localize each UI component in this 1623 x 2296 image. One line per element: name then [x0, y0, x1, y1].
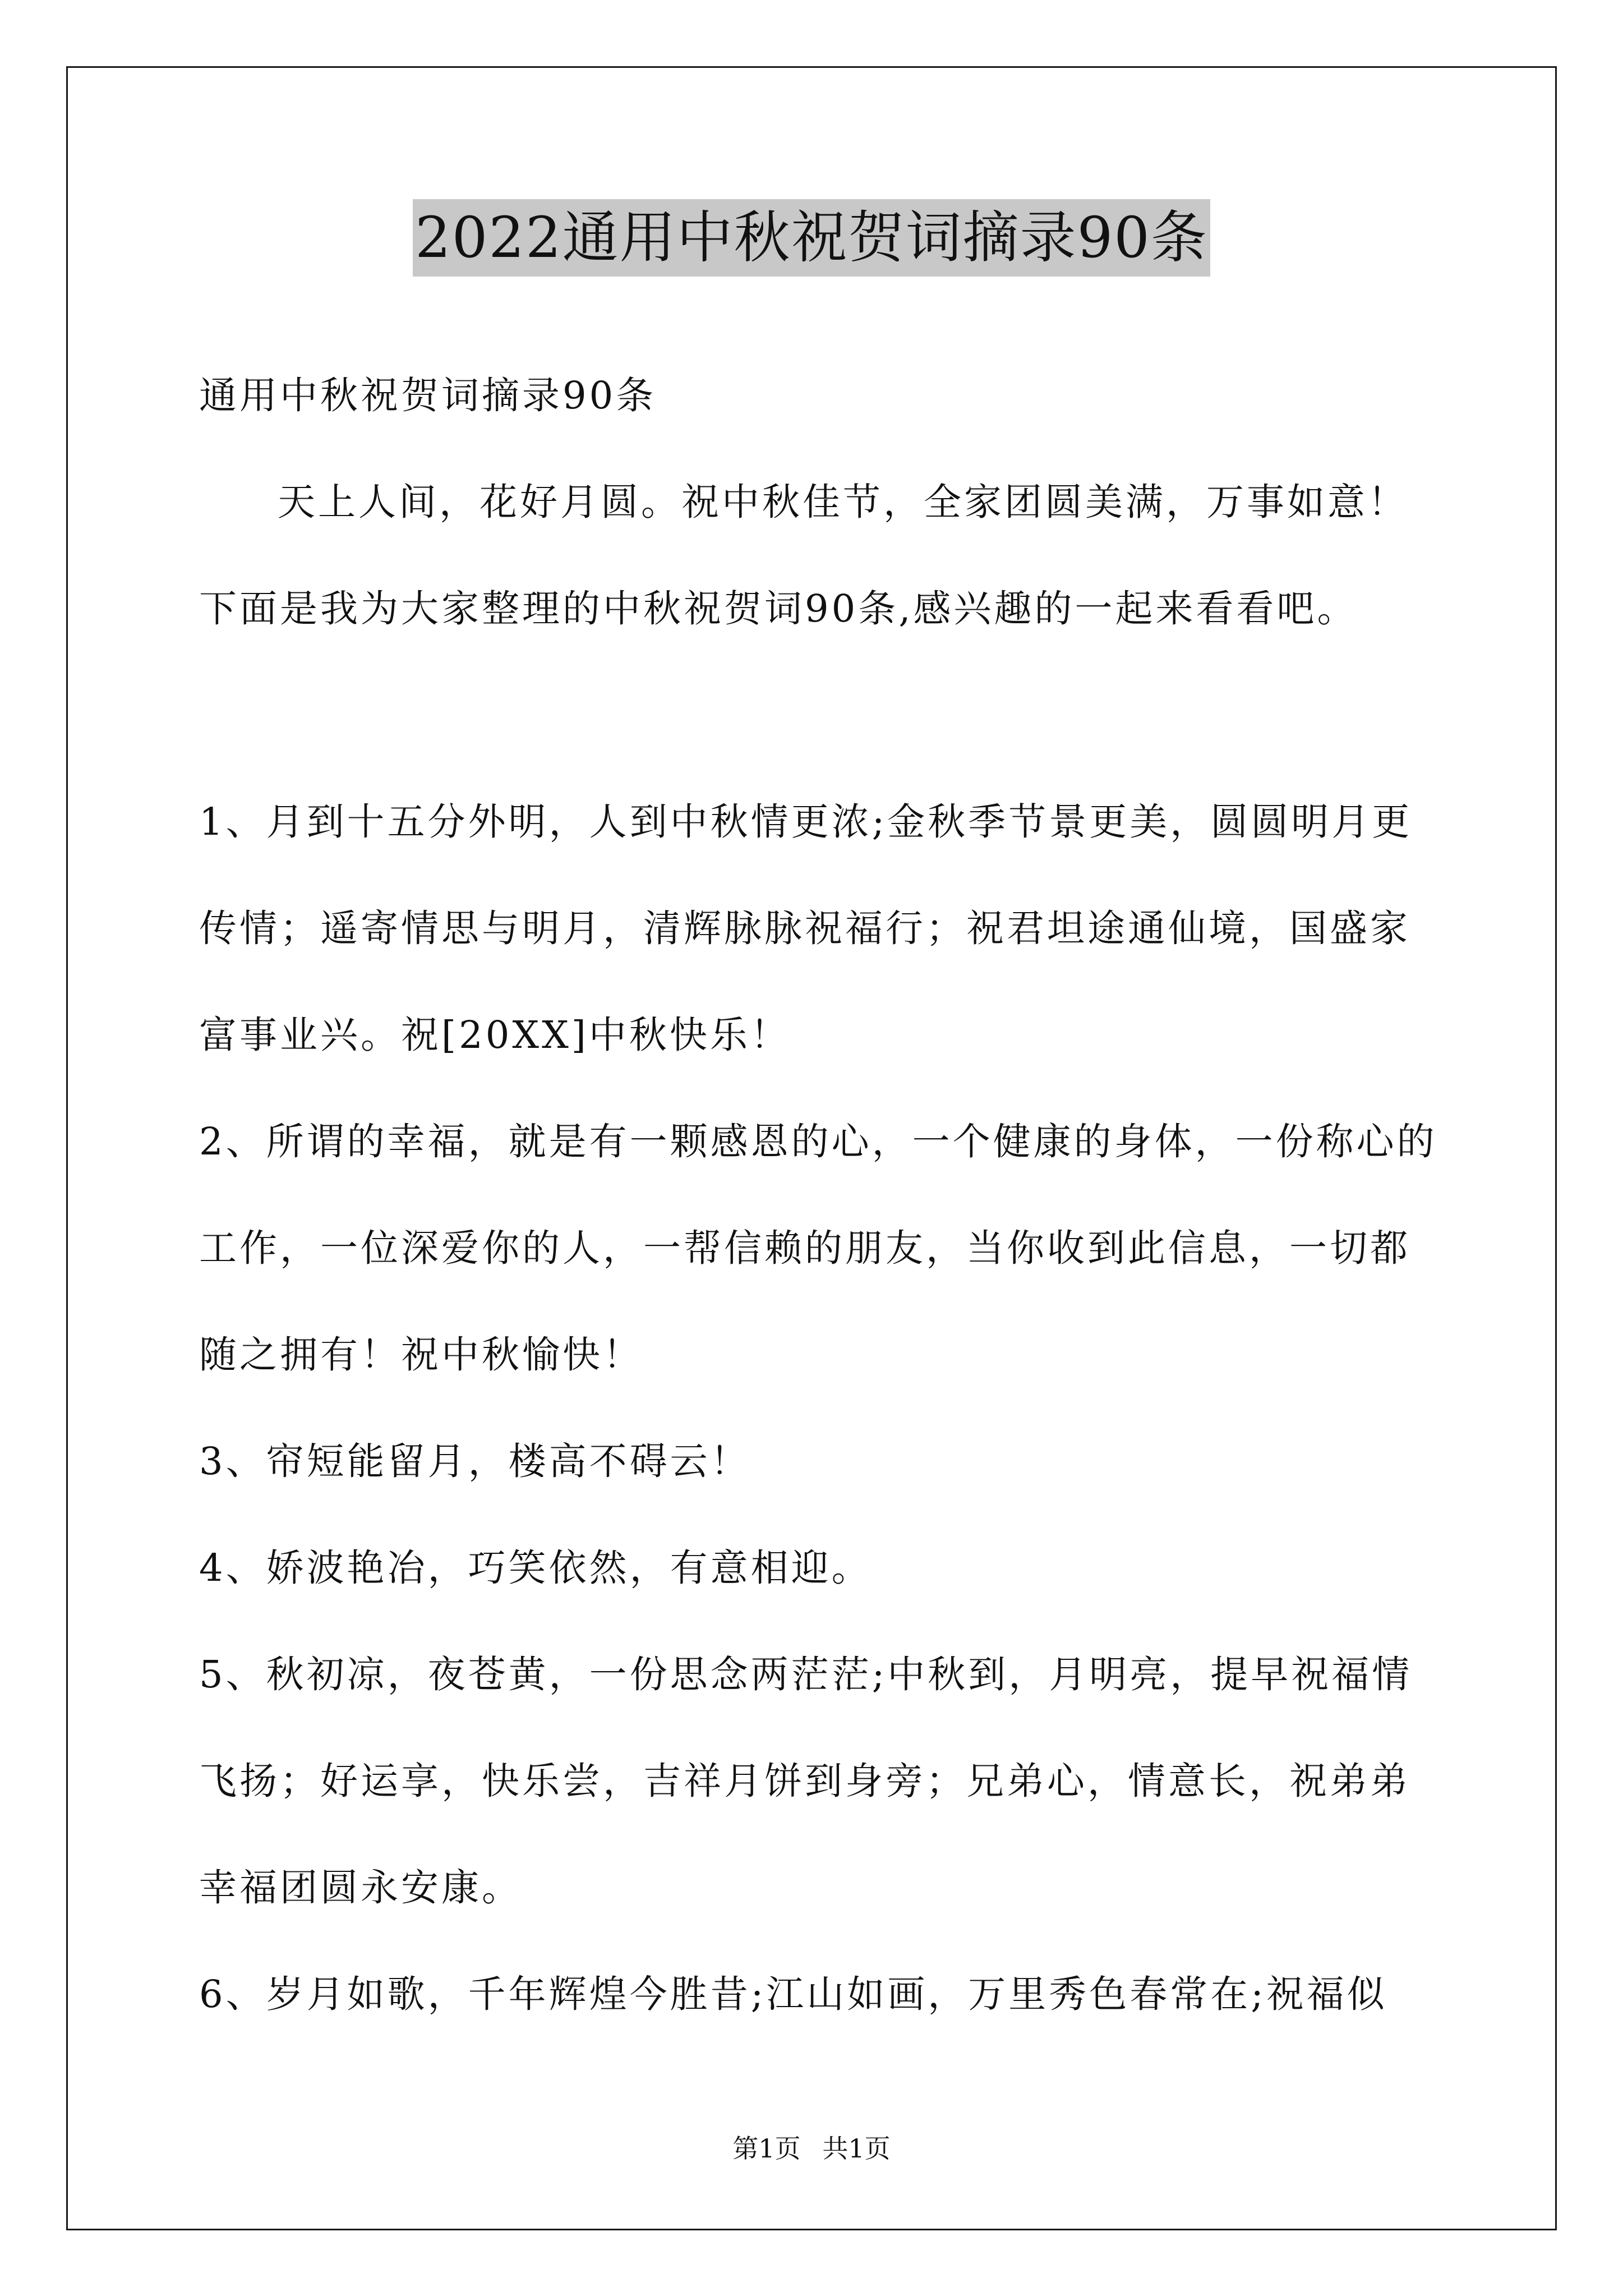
item-line: 随之拥有！祝中秋愉快！	[199, 1333, 643, 1377]
item-line: 1、月到十五分外明，人到中秋情更浓;金秋季节景更美，圆圆明月更	[199, 800, 1413, 844]
intro-line: 下面是我为大家整理的中秋祝贺词90条,感兴趣的一起来看看吧。	[199, 587, 1358, 631]
item-line: 传情；遥寄情思与明月，清辉脉脉祝福行；祝君坦途通仙境，国盛家	[199, 907, 1410, 950]
document-title: 2022通用中秋祝贺词摘录90条	[413, 199, 1210, 277]
blank-spacer	[199, 662, 1444, 769]
item-line: 富事业兴。祝[20XX]中秋快乐！	[199, 1013, 791, 1057]
list-item	[199, 1515, 1444, 1621]
item-line: 飞扬；好运享，快乐尝，吉祥月饼到身旁；兄弟心，情意长，祝弟弟	[199, 1759, 1410, 1803]
document-body	[199, 342, 1444, 2047]
list-item	[199, 1088, 1444, 1408]
list-item	[199, 1621, 1444, 1941]
list-item	[199, 1408, 1444, 1515]
list-item	[199, 769, 1444, 1088]
item-line: 工作，一位深爱你的人，一帮信赖的朋友，当你收到此信息，一切都	[199, 1226, 1410, 1270]
item-line: 幸福团圆永安康。	[199, 1866, 522, 1910]
item-line: 2、所谓的幸福，就是有一颗感恩的心，一个健康的身体，一份称心的	[199, 1120, 1437, 1163]
list-item	[199, 1941, 1444, 2047]
item-line: 5、秋初凉，夜苍黄，一份思念两茫茫;中秋到，月明亮，提早祝福情	[199, 1653, 1413, 1696]
item-line: 6、岁月如歌，千年辉煌今胜昔;江山如画，万里秀色春常在;祝福似	[199, 1972, 1387, 2016]
item-line: 3、帘短能留月，楼高不碍云！	[199, 1439, 751, 1483]
intro-line: 天上人间，花好月圆。祝中秋佳节，全家团圆美满，万事如意！	[278, 480, 1408, 524]
title-container	[0, 199, 1623, 277]
subtitle: 通用中秋祝贺词摘录90条	[199, 374, 657, 417]
page-footer	[0, 2132, 1623, 2165]
item-line: 4、娇波艳冶，巧笑依然，有意相迎。	[199, 1546, 872, 1590]
page-total: 共1页	[822, 2133, 891, 2164]
page-number: 第1页	[732, 2133, 801, 2164]
